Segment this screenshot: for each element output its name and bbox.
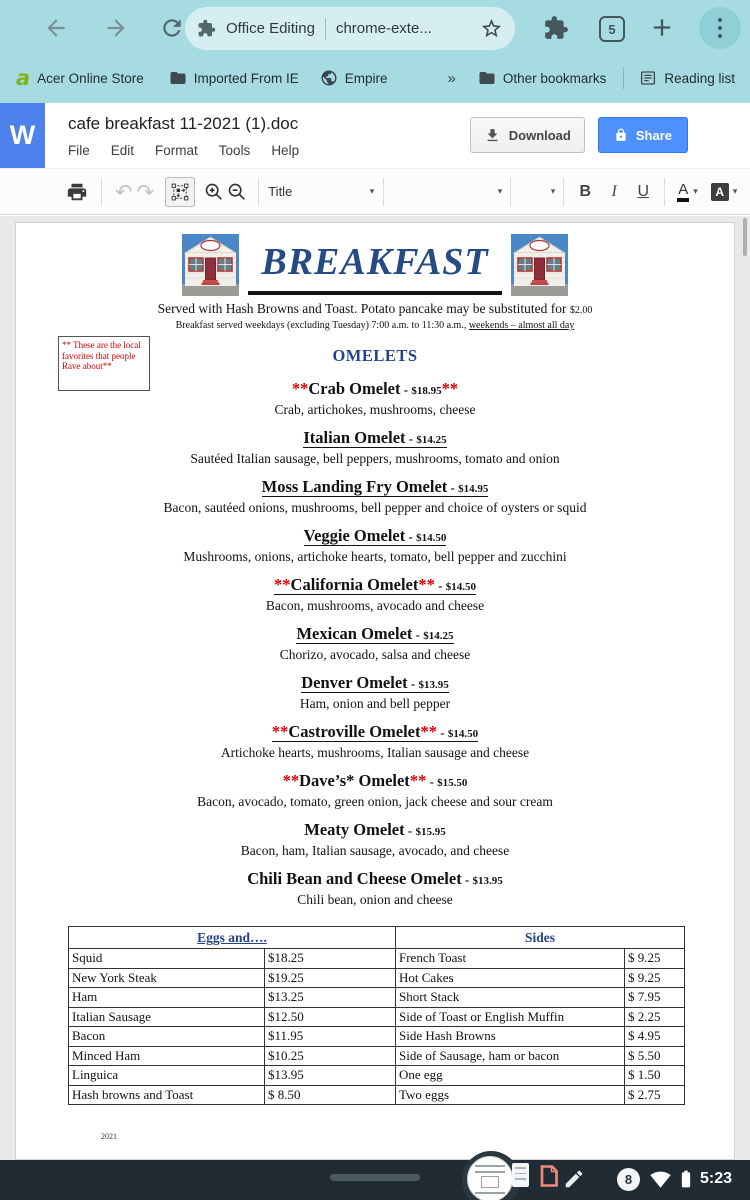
three-dots-icon bbox=[718, 18, 723, 39]
wifi-icon bbox=[650, 1169, 671, 1190]
table-row bbox=[69, 1046, 685, 1066]
text-color-icon: A bbox=[677, 182, 689, 202]
header-actions bbox=[470, 117, 688, 153]
price-cell: $12.50 bbox=[265, 1007, 396, 1027]
scrollbar-thumb[interactable] bbox=[743, 218, 747, 256]
menu-format[interactable]: Format bbox=[155, 143, 198, 158]
folder-icon bbox=[169, 69, 187, 87]
chevron-down-icon: ▾ bbox=[732, 186, 738, 197]
menu-item-title: Mexican Omelet - $14.25 bbox=[296, 624, 454, 643]
section-heading-omelets: OMELETS bbox=[332, 346, 418, 365]
document-main-title: BREAKFAST bbox=[248, 234, 501, 295]
menu-item bbox=[16, 673, 734, 712]
menu-item bbox=[16, 428, 734, 467]
item-cell: Italian Sausage bbox=[69, 1007, 265, 1027]
menu-item-description: Bacon, mushrooms, avocado and cheese bbox=[265, 598, 485, 613]
extension-puzzle-icon bbox=[197, 19, 216, 38]
menu-item-description: Crab, artichokes, mushrooms, cheese bbox=[274, 402, 476, 417]
extensions-button[interactable] bbox=[542, 14, 570, 42]
selection-tool-button[interactable] bbox=[165, 177, 195, 207]
tab-count: 5 bbox=[608, 21, 616, 37]
item-cell: One egg bbox=[396, 1066, 625, 1086]
item-cell: Bacon bbox=[69, 1027, 265, 1047]
menu-item-description: Mushrooms, onions, artichoke hearts, tomato, bell pepper and zucchini bbox=[183, 549, 567, 564]
address-divider bbox=[325, 18, 326, 40]
price-cell: $ 9.25 bbox=[625, 949, 685, 969]
item-cell: New York Steak bbox=[69, 968, 265, 988]
local-favorites-note-box: ** These are the local favorites that people Rave about** bbox=[58, 336, 150, 391]
reload-button[interactable] bbox=[158, 14, 186, 42]
menu-item bbox=[16, 477, 734, 516]
price-cell: $ 7.95 bbox=[625, 988, 685, 1008]
bold-button[interactable]: B bbox=[579, 182, 591, 200]
menu-bar bbox=[68, 143, 299, 158]
doc-app-header bbox=[0, 103, 750, 168]
price-cell: $ 9.25 bbox=[625, 968, 685, 988]
document-header-row bbox=[16, 223, 734, 296]
lock-icon bbox=[614, 128, 628, 142]
menu-item-title: **Crab Omelet - $18.95** bbox=[291, 379, 459, 398]
item-cell: Minced Ham bbox=[69, 1046, 265, 1066]
browser-menu-button[interactable] bbox=[699, 7, 741, 49]
price-cell: $19.25 bbox=[265, 968, 396, 988]
menu-help[interactable]: Help bbox=[271, 143, 300, 158]
eggs-and-sides-table bbox=[68, 926, 685, 1105]
menu-item-title: Veggie Omelet - $14.50 bbox=[303, 526, 447, 545]
sides-header: Sides bbox=[396, 927, 685, 949]
battery-icon bbox=[676, 1168, 696, 1190]
menu-item bbox=[16, 771, 734, 810]
table-row bbox=[69, 1066, 685, 1086]
price-cell: $13.25 bbox=[265, 988, 396, 1008]
acer-logo-icon: a bbox=[16, 66, 31, 90]
document-canvas bbox=[0, 216, 750, 1160]
footer-year: 2021 bbox=[101, 1132, 117, 1141]
browser-nav-row bbox=[0, 0, 750, 56]
system-navbar bbox=[0, 1160, 750, 1200]
item-cell: Hot Cakes bbox=[396, 968, 625, 988]
chevron-down-icon: ▾ bbox=[497, 186, 503, 197]
table-row bbox=[69, 1007, 685, 1027]
new-tab-button[interactable] bbox=[648, 13, 676, 41]
clock: 5:23 bbox=[700, 1170, 733, 1187]
zoom-out-button[interactable] bbox=[226, 181, 248, 203]
print-button[interactable] bbox=[66, 181, 88, 203]
menu-item bbox=[16, 526, 734, 565]
price-cell: $10.25 bbox=[265, 1046, 396, 1066]
document-page[interactable] bbox=[15, 222, 735, 1160]
bookmark-imported-from-ie[interactable]: Imported From IE bbox=[169, 69, 299, 87]
clipboard-sheet-icon[interactable] bbox=[512, 1163, 529, 1187]
hours-line: Breakfast served weekdays (excluding Tuesday) 7:00 a.m. to 11:30 a.m., weekends – almost all day bbox=[175, 320, 575, 331]
italic-button[interactable]: I bbox=[611, 182, 617, 200]
menu-item bbox=[16, 722, 734, 761]
bookmarks-overflow-chevron[interactable]: » bbox=[447, 69, 456, 87]
font-size-dropdown[interactable] bbox=[517, 177, 555, 207]
table-row bbox=[69, 949, 685, 969]
marquee-select-icon bbox=[170, 182, 190, 202]
bookmarks-separator bbox=[623, 67, 624, 89]
chevron-down-icon: ▾ bbox=[550, 186, 556, 197]
menu-items bbox=[16, 379, 734, 908]
paragraph-style-dropdown[interactable]: Title ▾ bbox=[268, 184, 375, 199]
forward-button[interactable] bbox=[102, 14, 130, 42]
bookmark-acer-online-store[interactable]: a Acer Online Store bbox=[16, 66, 144, 90]
item-cell: Side Hash Browns bbox=[396, 1027, 625, 1047]
menu-item-title: Chili Bean and Cheese Omelet - $13.95 bbox=[247, 869, 503, 888]
price-cell: $ 2.25 bbox=[625, 1007, 685, 1027]
folder-icon bbox=[478, 69, 496, 87]
chevron-down-icon: ▾ bbox=[693, 186, 698, 197]
recent-app-thumbnail[interactable] bbox=[467, 1156, 513, 1200]
item-cell: French Toast bbox=[396, 949, 625, 969]
substitution-price: $2.00 bbox=[569, 305, 593, 316]
table-row bbox=[69, 988, 685, 1008]
item-cell: Linguica bbox=[69, 1066, 265, 1086]
table-row bbox=[69, 1085, 685, 1105]
bookmark-star-icon[interactable] bbox=[480, 17, 503, 40]
menu-item-title: Moss Landing Fry Omelet - $14.95 bbox=[261, 477, 489, 496]
notification-count-badge: 8 bbox=[617, 1168, 640, 1191]
table-row bbox=[69, 968, 685, 988]
menu-tools[interactable]: Tools bbox=[218, 143, 251, 158]
price-cell: $18.25 bbox=[265, 949, 396, 969]
bookmark-other-bookmarks[interactable]: Other bookmarks bbox=[478, 69, 607, 87]
menu-item-description: Chorizo, avocado, salsa and cheese bbox=[279, 647, 471, 662]
menu-file[interactable]: File bbox=[68, 143, 90, 158]
price-cell: $ 4.95 bbox=[625, 1027, 685, 1047]
address-url: chrome-exte... bbox=[335, 20, 432, 37]
item-cell: Short Stack bbox=[396, 988, 625, 1008]
note-app-icon[interactable] bbox=[539, 1164, 559, 1188]
address-bar[interactable] bbox=[185, 7, 515, 50]
item-cell: Ham bbox=[69, 988, 265, 1008]
bookmarks-bar bbox=[0, 56, 750, 100]
menu-item-title: Denver Omelet - $13.95 bbox=[301, 673, 449, 692]
price-cell: $ 8.50 bbox=[265, 1085, 396, 1105]
item-cell: Side of Toast or English Muffin bbox=[396, 1007, 625, 1027]
table-body bbox=[69, 949, 685, 1105]
word-file-icon: W bbox=[0, 103, 45, 168]
weekends-note: weekends – almost all day bbox=[468, 320, 575, 331]
editor-toolbar bbox=[0, 168, 750, 215]
item-cell: Hash browns and Toast bbox=[69, 1085, 265, 1105]
redo-button[interactable]: ↷ bbox=[136, 179, 155, 204]
cafe-storefront-photo bbox=[511, 234, 568, 296]
menu-item bbox=[16, 869, 734, 908]
menu-item bbox=[16, 624, 734, 663]
stylus-pen-icon[interactable] bbox=[563, 1168, 585, 1190]
menu-item-description: Bacon, sautéed onions, mushrooms, bell pepper and choice of oysters or squid bbox=[163, 500, 587, 515]
menu-item bbox=[16, 820, 734, 859]
zoom-in-button[interactable] bbox=[203, 181, 225, 203]
highlight-color-icon: A bbox=[711, 183, 729, 201]
menu-item-description: Bacon, avocado, tomato, green onion, jack cheese and sour cream bbox=[197, 794, 553, 809]
price-cell: $11.95 bbox=[265, 1027, 396, 1047]
chevron-down-icon: ▾ bbox=[369, 186, 375, 197]
menu-item-description: Artichoke hearts, mushrooms, Italian sausage and cheese bbox=[220, 745, 530, 760]
zoom-in-icon bbox=[203, 181, 225, 203]
highlight-color-button[interactable] bbox=[711, 183, 738, 201]
bookmark-reading-list[interactable]: Reading list bbox=[639, 69, 735, 87]
bookmark-empire[interactable]: Empire bbox=[320, 69, 388, 87]
globe-icon bbox=[320, 69, 338, 87]
table-header-row bbox=[69, 927, 685, 949]
extension-name: Office Editing bbox=[226, 20, 315, 37]
item-cell: Two eggs bbox=[396, 1085, 625, 1105]
menu-item-title: **Castroville Omelet** - $14.50 bbox=[271, 722, 479, 741]
menu-item-title: Meaty Omelet - $15.95 bbox=[304, 820, 446, 839]
font-family-dropdown[interactable] bbox=[392, 177, 502, 207]
menu-item-description: Bacon, ham, Italian sausage, avocado, and cheese bbox=[240, 843, 510, 858]
browser-chrome bbox=[0, 0, 750, 103]
item-cell: Side of Sausage, ham or bacon bbox=[396, 1046, 625, 1066]
price-cell: $13.95 bbox=[265, 1066, 396, 1086]
download-icon bbox=[484, 127, 501, 144]
print-icon bbox=[66, 181, 88, 203]
home-indicator[interactable] bbox=[330, 1174, 420, 1181]
eggs-and-header: Eggs and…. bbox=[69, 927, 396, 949]
served-with-line: Served with Hash Browns and Toast. Potato pancake may be substituted for $2.00 bbox=[157, 301, 593, 316]
tab-switcher-button[interactable] bbox=[599, 16, 625, 42]
menu-item-title: Italian Omelet - $14.25 bbox=[303, 428, 447, 447]
underline-button[interactable]: U bbox=[637, 182, 649, 200]
menu-item bbox=[16, 575, 734, 614]
text-color-button[interactable] bbox=[677, 182, 698, 202]
reading-list-icon bbox=[639, 69, 657, 87]
menu-item-description: Sautéed Italian sausage, bell peppers, mushrooms, tomato and onion bbox=[190, 451, 560, 466]
document-title: cafe breakfast 11-2021 (1).doc bbox=[68, 114, 299, 133]
undo-button[interactable]: ↶ bbox=[115, 179, 133, 204]
menu-item-title: **Dave’s* Omelet** - $15.50 bbox=[282, 771, 468, 790]
price-cell: $ 2.75 bbox=[625, 1085, 685, 1105]
menu-edit[interactable]: Edit bbox=[110, 143, 135, 158]
download-button[interactable]: Download bbox=[470, 117, 585, 153]
price-cell: $ 1.50 bbox=[625, 1066, 685, 1086]
menu-item-description: Ham, onion and bell pepper bbox=[299, 696, 451, 711]
cafe-storefront-photo bbox=[182, 234, 239, 296]
share-button[interactable]: Share bbox=[598, 117, 688, 153]
price-cell: $ 5.50 bbox=[625, 1046, 685, 1066]
back-button[interactable] bbox=[42, 14, 70, 42]
menu-item-description: Chili bean, onion and cheese bbox=[297, 892, 453, 907]
zoom-out-icon bbox=[226, 181, 248, 203]
item-cell: Squid bbox=[69, 949, 265, 969]
table-row bbox=[69, 1027, 685, 1047]
menu-item-title: **California Omelet** - $14.50 bbox=[274, 575, 476, 594]
